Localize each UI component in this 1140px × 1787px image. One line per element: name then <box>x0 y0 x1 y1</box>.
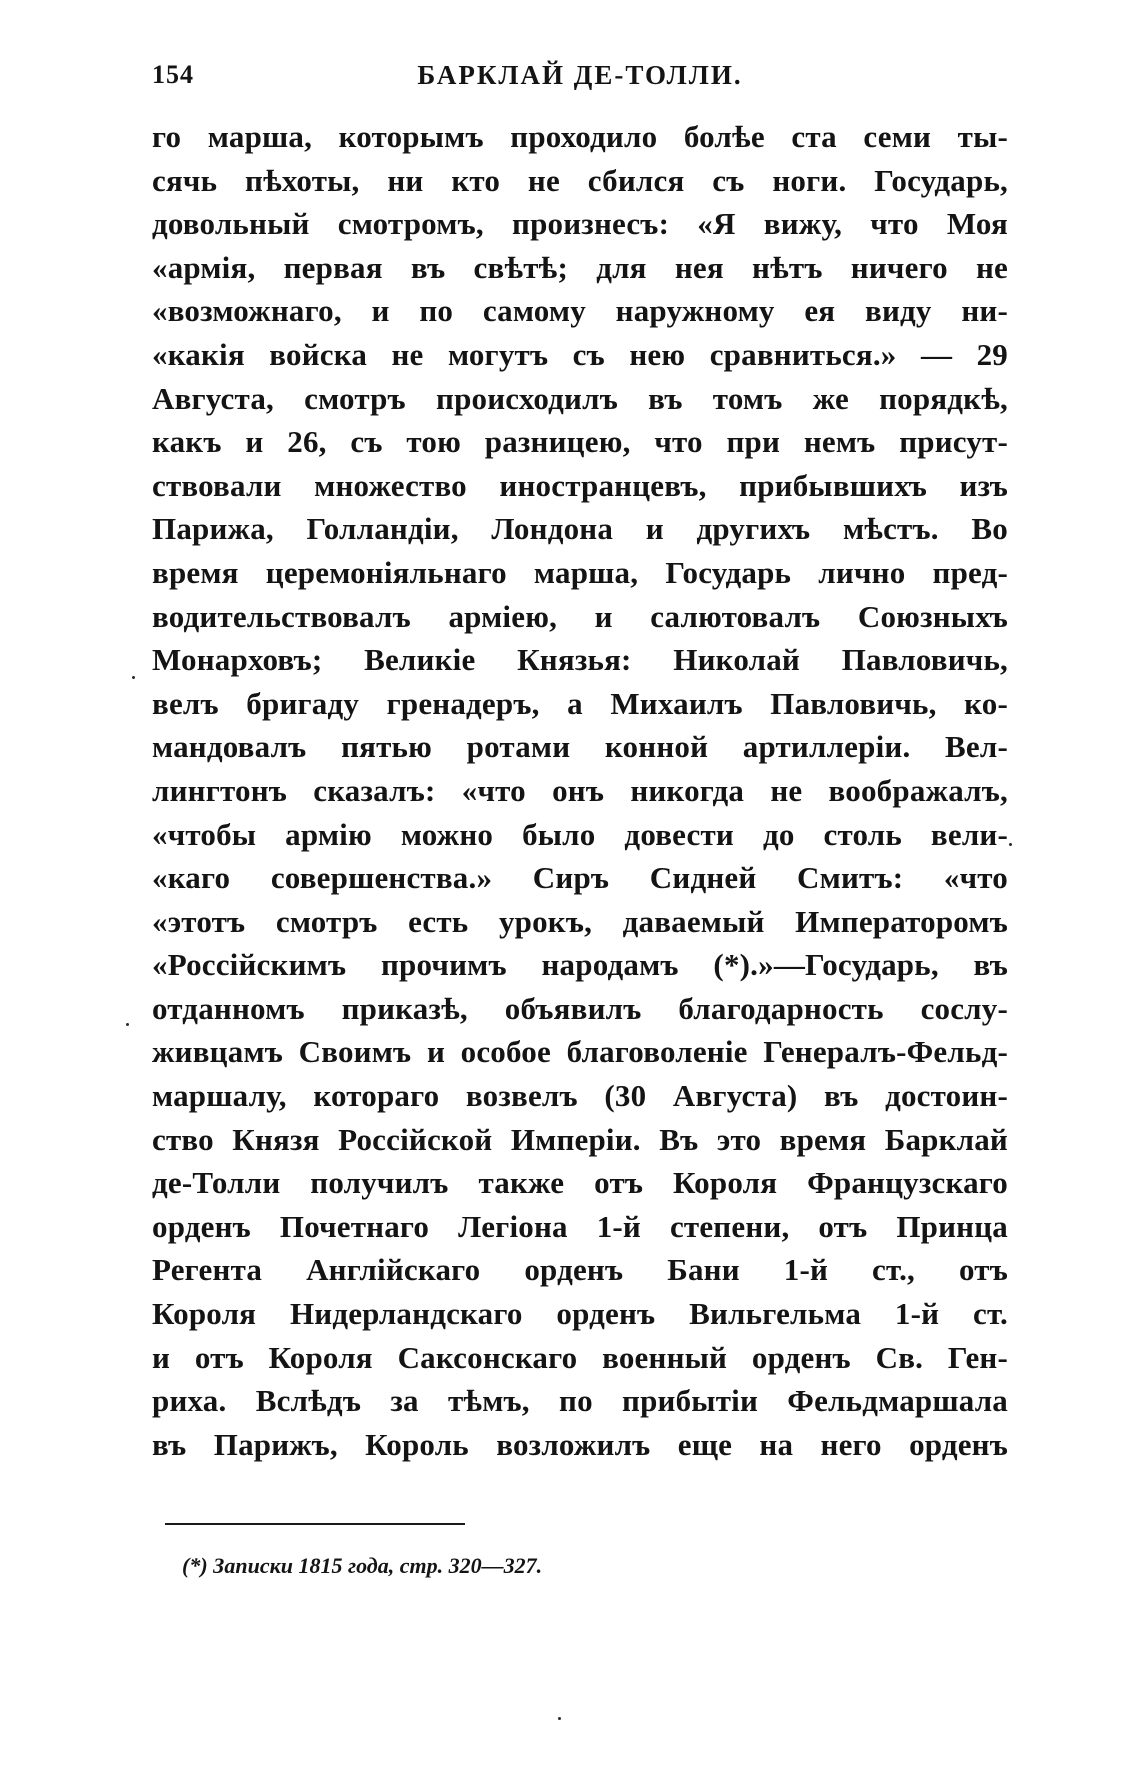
text-line: «возможнаго, и по самому наружному ея виду ни- <box>152 293 1008 329</box>
text-line: какъ и 26, съ тою разницею, что при немъ присут- <box>152 424 1008 460</box>
print-speck <box>558 1717 561 1720</box>
text-line: ствовали множество иностранцевъ, прибывшихъ изъ <box>152 467 1008 503</box>
text-line: Парижа, Голландіи, Лондона и другихъ мѣстъ. Во <box>152 511 1008 547</box>
text-line: въ Парижъ, Король возложилъ еще на него орденъ <box>152 1426 1008 1462</box>
text-line: мандовалъ пятью ротами конной артиллеріи. Вел- <box>152 729 1008 765</box>
text-line: «этотъ смотръ есть урокъ, даваемый Императоромъ <box>152 903 1008 939</box>
text-line: «армія, первая въ свѣтѣ; для нея нѣтъ ничего не <box>152 249 1008 285</box>
text-line: го марша, которымъ проходило болѣе ста семи ты- <box>152 119 1008 154</box>
page-number: 154 <box>152 60 194 89</box>
text-line: Регента Англійскаго орденъ Бани 1-й ст., отъ <box>152 1252 1008 1288</box>
text-line: «каго совершенства.» Сиръ Сидней Смитъ: «что <box>152 860 1008 896</box>
text-line: лингтонъ сказалъ: «что онъ никогда не воображалъ, <box>152 772 1008 808</box>
text-line: «чтобы армію можно было довести до столь вели- <box>152 816 1008 852</box>
text-line: орденъ Почетнаго Легіона 1-й степени, отъ Принца <box>152 1208 1008 1244</box>
text-line: и отъ Короля Саксонскаго военный орденъ Св. Ген- <box>152 1339 1008 1375</box>
text-line: водительствовалъ арміею, и салютовалъ Союзныхъ <box>152 598 1008 634</box>
text-line: Монарховъ; Великіе Князья: Николай Павловичь, <box>152 642 1008 678</box>
text-line: довольный смотромъ, произнесъ: «Я вижу, что Моя <box>152 206 1008 242</box>
text-line: маршалу, котораго возвелъ (30 Августа) въ достоин- <box>152 1078 1008 1114</box>
text-line: время церемоніяльнаго марша, Государь лично пред- <box>152 554 1008 590</box>
body-text <box>152 115 1008 1466</box>
text-line: Августа, смотръ происходилъ въ томъ же порядкѣ, <box>152 380 1008 416</box>
text-line: «Россійскимъ прочимъ народамъ (*).»—Государь, въ <box>152 947 1008 983</box>
text-line: Короля Нидерландскаго орденъ Вильгельма 1-й ст. <box>152 1296 1008 1332</box>
text-line: ство Князя Россійской Имперіи. Въ это время Барклай <box>152 1121 1008 1157</box>
footnote: (*) Записки 1815 года, стр. 320—327. <box>182 1553 543 1578</box>
text-line: де-Толли получилъ также отъ Короля Французскаго <box>152 1165 1008 1201</box>
text-line: «какія войска не могутъ съ нею сравниться.» — 29 <box>152 336 1008 372</box>
text-line: велъ бригаду гренадеръ, а Михаилъ Павловичь, ко- <box>152 685 1008 721</box>
running-head <box>152 60 1008 100</box>
text-line: риха. Вслѣдъ за тѣмъ, по прибытіи Фельдмаршала <box>152 1383 1008 1419</box>
text-line: сячь пѣхоты, ни кто не сбился съ ноги. Государь, <box>152 162 1008 198</box>
running-title: БАРКЛАЙ ДЕ-ТОЛЛИ. <box>417 60 743 90</box>
text-line: живцамъ Своимъ и особое благоволеніе Генералъ-Фельд- <box>152 1034 1008 1070</box>
footnote-divider <box>165 1523 465 1525</box>
print-speck <box>1009 843 1012 846</box>
print-speck <box>126 1023 129 1026</box>
text-line: отданномъ приказѣ, объявилъ благодарность сослу- <box>152 990 1008 1026</box>
print-speck <box>132 676 135 679</box>
